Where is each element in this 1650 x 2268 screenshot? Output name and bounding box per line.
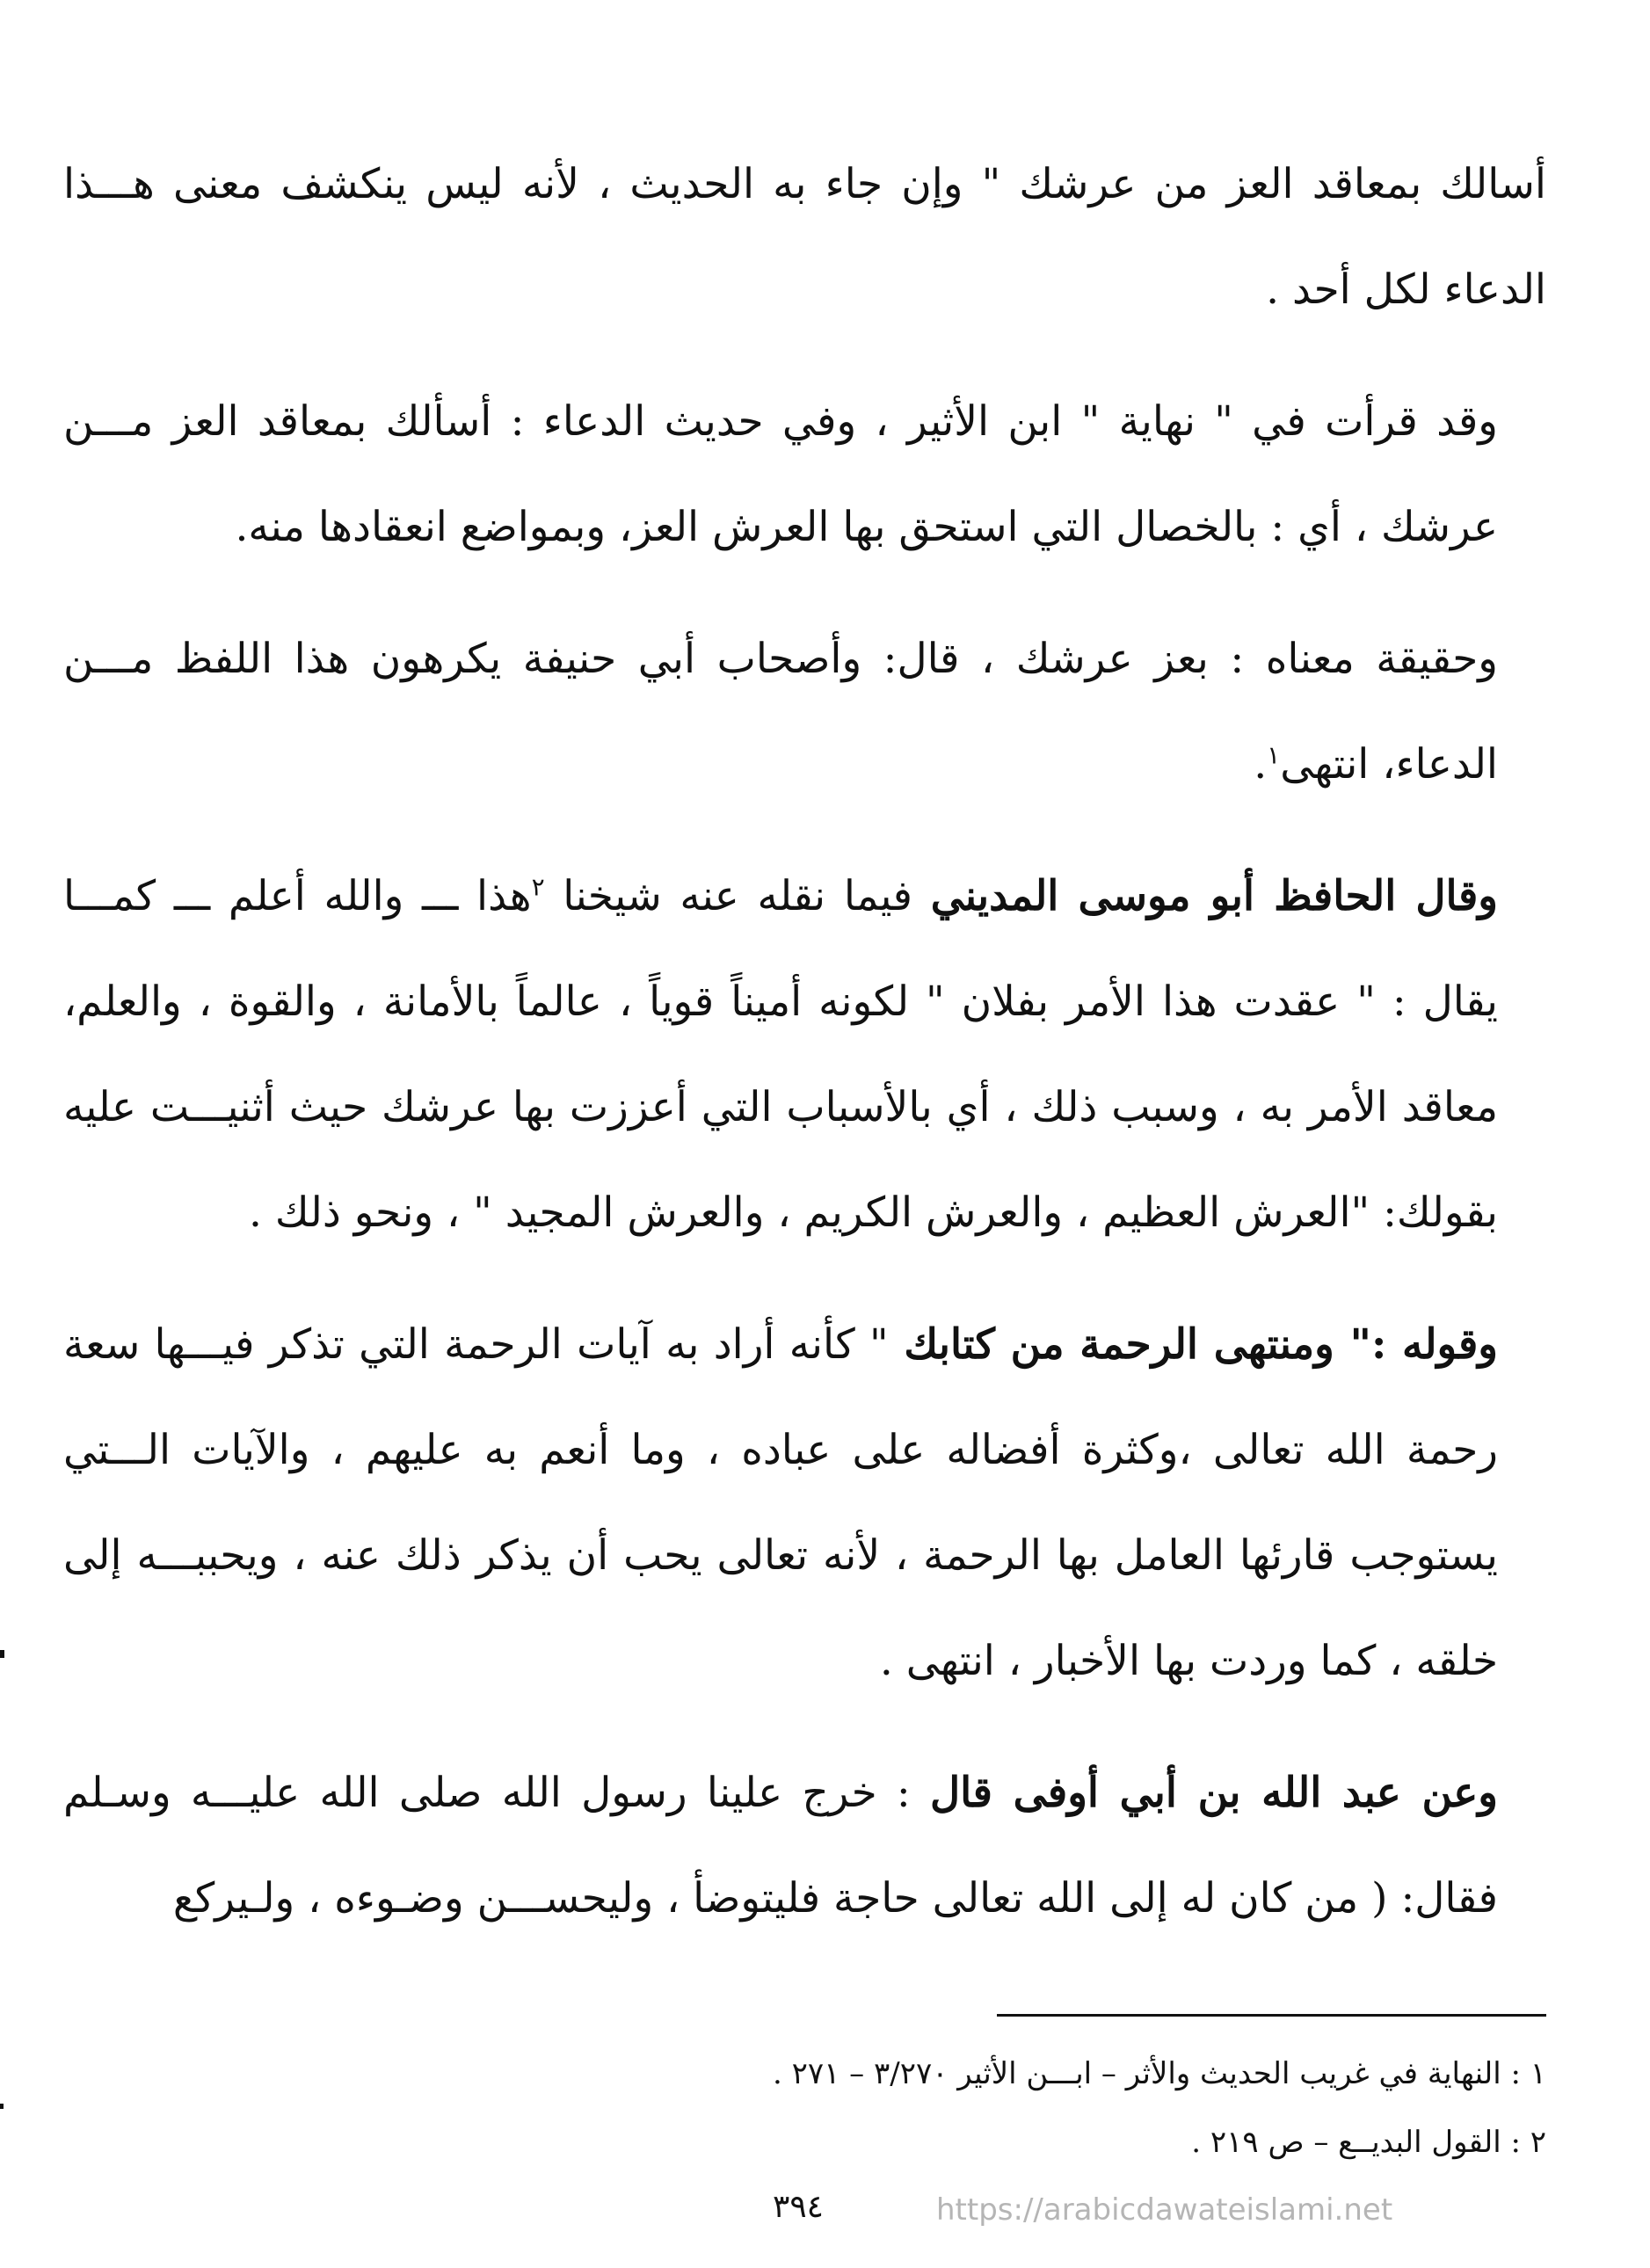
paragraph-2 [63,369,1546,580]
paragraph-1 [63,132,1546,343]
paragraph-2-text: وقد قرأت في " نهاية " ابن الأثير ، وفي حديث الدعاء : أسألك بمعاقد العز مـــن عرشك ، أي : بالخصال التي استحق بها العرش العز، وبمواضع انعقادها منه. [63,397,1498,551]
paragraph-4-lead: وقال الحافظ أبو موسى المديني [930,872,1499,920]
body-text [63,132,1546,1978]
footnote-1: ١ : النهاية في غريب الحديث والأثر – ابـــن الأثير ٣/٢٧٠ – ٢٧١ . [772,2056,1546,2091]
paragraph-5-lead: وقوله :" ومنتهى الرحمة من كتابك [888,1320,1498,1369]
paragraph-4-text-b: هذا ـــ والله أعلم ـــ كمـــا يقال : " عقدت هذا الأمر بفلان " لكونه أميناً قوياً ، عالماً بالأمانة ، والقوة ، والعلم، معاقد الأمر به ، وسبب ذلك ، أي بالأسباب التي أعززت بها عرشك حيث أثنيـــت عليه بقولك: "العرش العظيم ، والعرش الكريم ، والعرش المجيد " ، ونحو ذلك . [63,872,1498,1237]
paragraph-4 [63,844,1546,1266]
paragraph-1-text: أسالك بمعاقد العز من عرشك " وإن جاء به الحديث ، لأنه ليس ينكشف معنى هـــذا الدعاء لكل أحد . [63,160,1546,314]
footnote-2: ٢ : القول البديــع – ص ٢١٩ . [1191,2125,1546,2160]
paragraph-6-lead: وعن عبد الله بن أبي أوفى قال [929,1769,1498,1817]
footnote-ref-1[interactable]: ١ [1267,740,1281,770]
scan-speck-mark-lower [0,2104,4,2109]
paragraph-6 [63,1741,1546,1952]
paragraph-5-text: " كأنه أراد به آيات الرحمة التي تذكر فيـــها سعة رحمة الله تعالى ،وكثرة أفضاله على عباده ، وما أنعم به عليهم ، والآيات الـــتي يستوجب قارئها العامل بها الرحمة ، لأنه تعالى يحب أن يذكر ذلك عنه ، ويحببـــه إلى خلقه ، كما وردت بها الأخبار ، انتهى . [63,1320,1498,1685]
watermark-url[interactable]: https://arabicdawateislami.net [936,2192,1393,2228]
paragraph-6-text: : خرج علينا رسول الله صلى الله عليـــه وسـلم فقال: ( من كان له إلى الله تعالى حاجة فليتوضأ ، وليحســـن وضـوءه ، ولـيركع [63,1769,1498,1923]
paragraph-4-text-a: فيما نقله عنه شيخنا [544,872,931,920]
paragraph-3 [63,607,1546,818]
paragraph-3-text: وحقيقة معناه : بعز عرشك ، قال: وأصحاب أبي حنيفة يكرهون هذا اللفظ مـــن الدعاء، انتهى [63,635,1498,789]
paragraph-3-tail: . [1254,740,1268,789]
page-number: ٣٩٤ [772,2189,824,2225]
footnote-ref-2[interactable]: ٢ [531,872,545,902]
paragraph-5 [63,1292,1546,1714]
scan-speck-mark [0,1650,4,1658]
footnote-separator [997,2014,1546,2017]
footnotes [264,2039,1546,2177]
